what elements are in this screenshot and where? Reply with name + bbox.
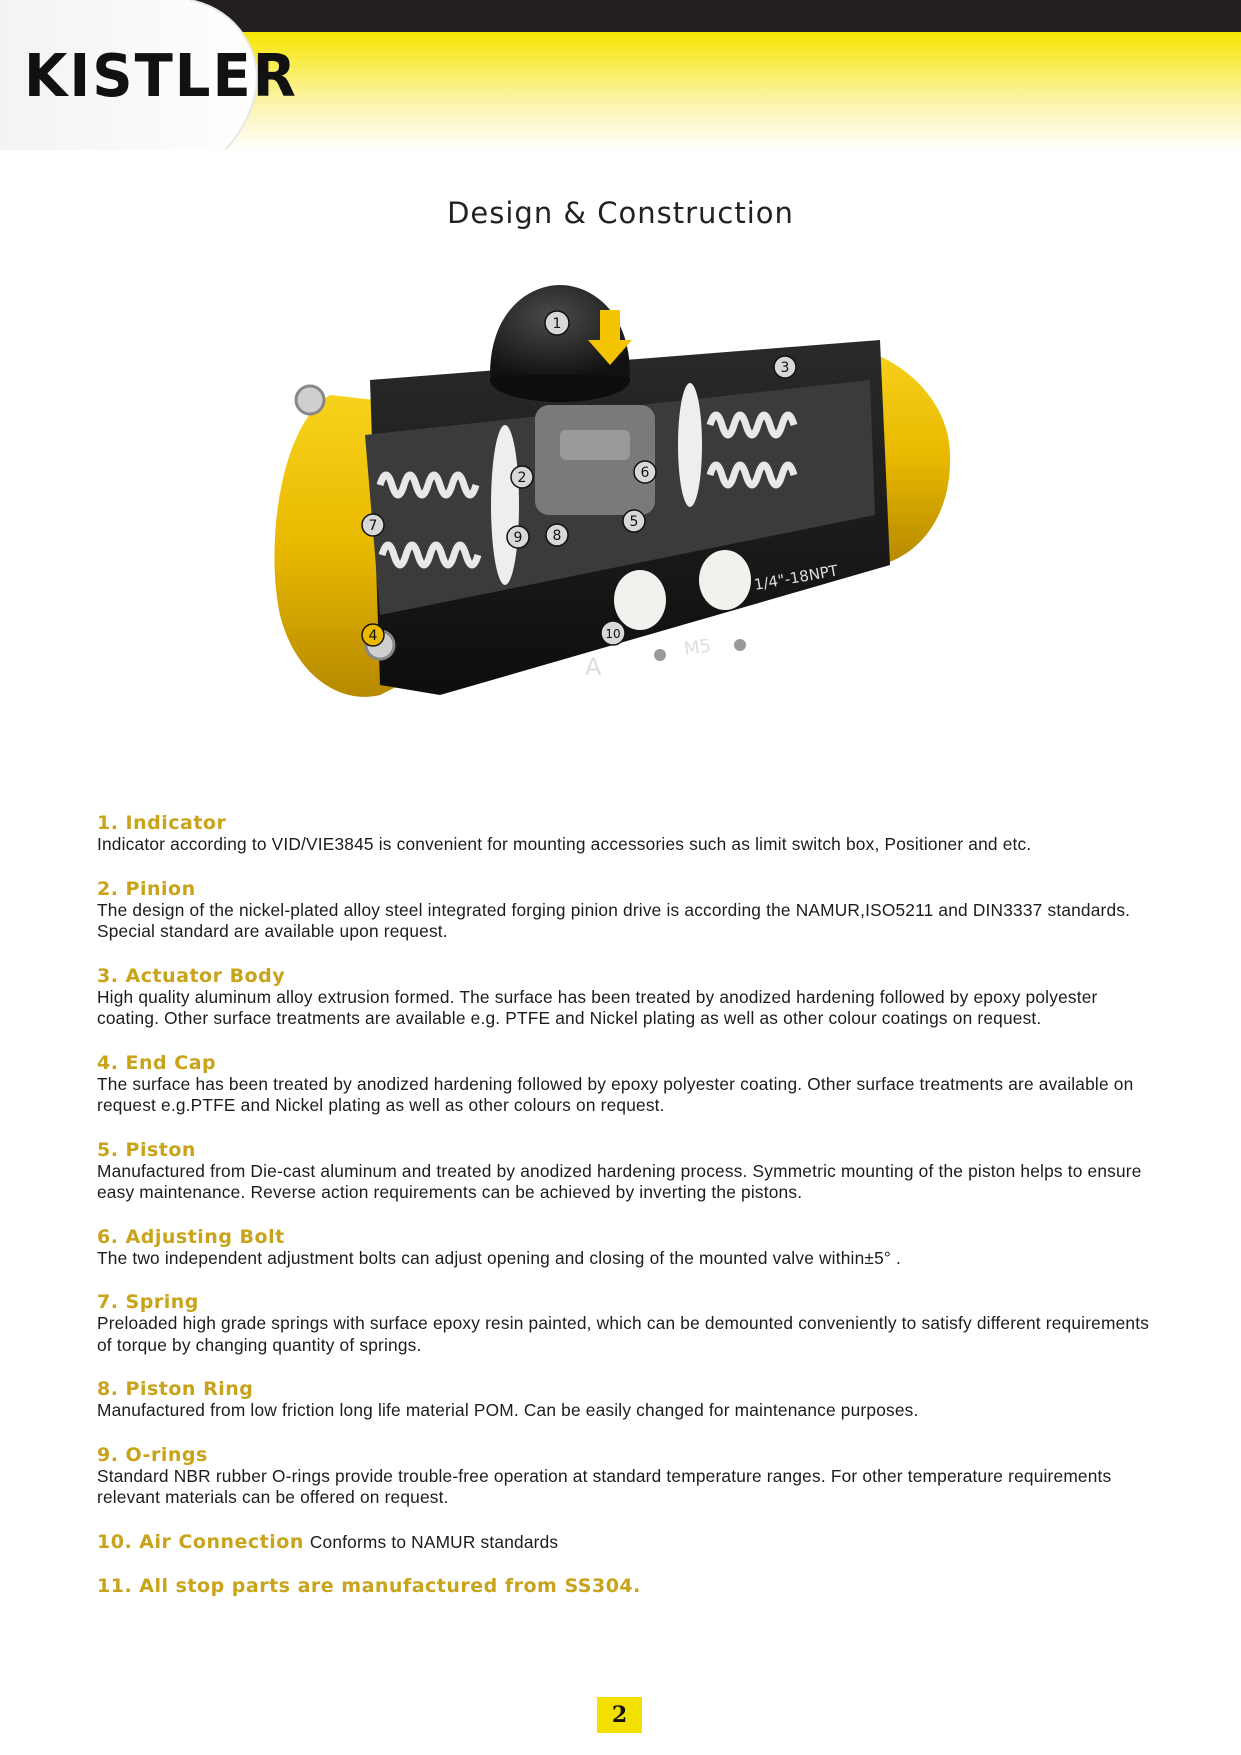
feature-pinion [97,878,1157,943]
feature-spring [97,1291,1157,1356]
actuator-cutaway-illustration [270,285,970,775]
feature-description: The design of the nickel-plated alloy steel integrated forging pinion drive is according the NAMUR,ISO5211 and DIN3337 standards. Special standard are available upon request. [97,899,1131,941]
feature-heading: 4. End Cap [97,1051,217,1074]
port-thread-label: 1/4"-18NPT [752,561,840,594]
callout-1: 1 [552,316,562,332]
feature-adjusting-bolt [97,1226,1157,1270]
feature-heading: 9. O-rings [97,1443,208,1466]
feature-description: Conforms to NAMUR standards [309,1531,559,1552]
callout-9: 9 [513,530,523,546]
feature-heading: 1. Indicator [97,812,227,834]
feature-description: High quality aluminum alloy extrusion formed. The surface has been treated by anodized hardening followed by epoxy polyester coating. Other surface treatments are available e.g. PTFE and Nickel plating as well as other colour coatings on request. [97,986,1098,1028]
feature-piston [97,1139,1157,1204]
feature-stop-parts [97,1575,1157,1597]
feature-heading: 8. Piston Ring [97,1378,254,1400]
callout-3: 3 [780,360,790,376]
feature-description: Manufactured from Die-cast aluminum and treated by anodized hardening process. Symmetric mounting of the piston helps to ensure easy maintenance. Reverse action requirements can be achieved by inverting the pistons. [97,1160,1142,1202]
feature-description: Preloaded high grade springs with surface epoxy resin painted, which can be demounted conveniently to satisfy different requirements of torque by changing quantity of springs. [97,1313,1150,1355]
callout-6: 6 [640,465,650,481]
feature-description: The surface has been treated by anodized hardening followed by epoxy polyester coating. Other surface treatments are available on request e.g.PTFE and Nickel plating as well as other colours on request. [97,1073,1134,1115]
feature-actuator-body [97,965,1157,1030]
feature-piston-ring [97,1378,1157,1422]
actuator-svg [270,285,970,775]
callout-5: 5 [629,514,639,530]
feature-list [97,812,1157,1619]
feature-description: Manufactured from low friction long life material POM. Can be easily changed for maintenance purposes. [97,1400,919,1420]
callout-8: 8 [552,528,562,544]
callout-2: 2 [517,470,527,486]
callout-7: 7 [368,518,378,534]
feature-air-connection [97,1531,1157,1553]
port-a-label: A [585,653,602,681]
feature-heading: 7. Spring [97,1291,199,1313]
callout-10: 10 [605,627,621,641]
page-number: 2 [597,1697,642,1733]
feature-description: Standard NBR rubber O-rings provide trouble-free operation at standard temperature ranges. For other temperature requirements relevant materials can be offered on request. [97,1465,1112,1507]
callout-4: 4 [368,628,378,644]
m5-label: M5 [682,635,713,660]
feature-description: Indicator according to VID/VIE3845 is convenient for mounting accessories such as limit switch box, Positioner and etc. [97,834,1032,854]
feature-indicator [97,812,1157,856]
feature-heading: 10. Air Connection [97,1530,304,1553]
page-title: Design & Construction [447,196,794,230]
feature-heading: 6. Adjusting Bolt [97,1225,285,1248]
feature-heading: 11. All stop parts are manufactured from SS304. [97,1574,641,1597]
feature-end-cap [97,1052,1157,1117]
feature-o-rings [97,1444,1157,1509]
feature-description: The two independent adjustment bolts can adjust opening and closing of the mounted valve within±5° . [97,1247,901,1268]
feature-heading: 5. Piston [97,1138,196,1161]
feature-heading: 2. Pinion [97,877,196,900]
brand-logo: KISTLER [24,42,298,111]
feature-heading: 3. Actuator Body [97,964,286,987]
header-band [0,0,1241,150]
